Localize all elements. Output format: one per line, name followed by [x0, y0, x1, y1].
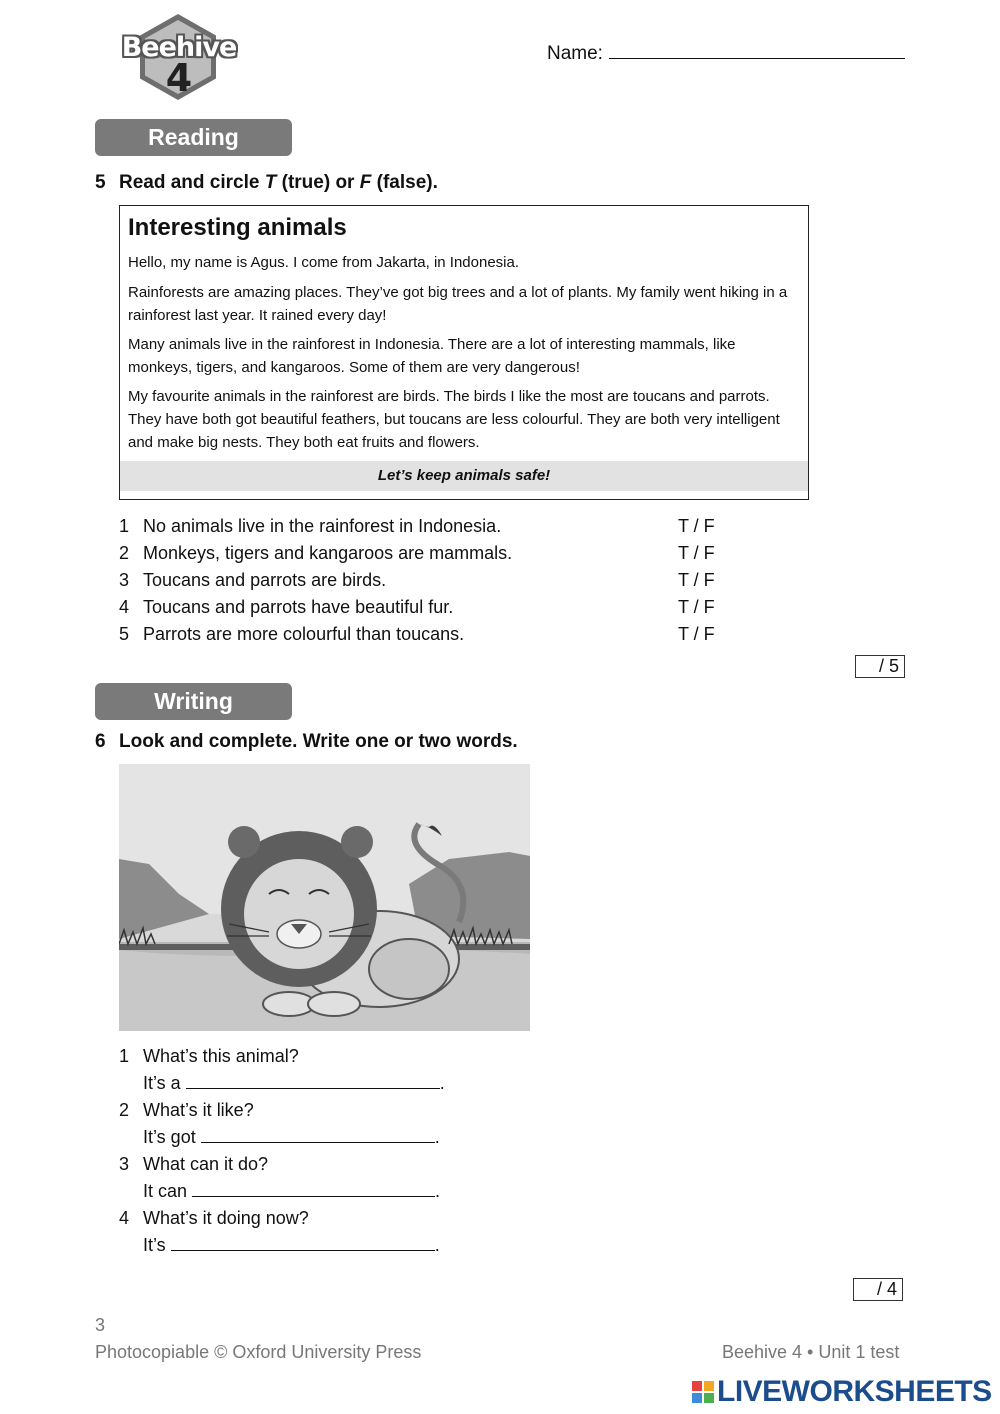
true-false-choice[interactable]: T / F	[678, 624, 715, 644]
reading-paragraph: Rainforests are amazing places. They’ve got big trees and a lot of plants. My family went hiking in a rainforest last year. It rained every day!	[128, 284, 788, 324]
reading-text-box	[119, 205, 809, 500]
statement-row: 4 Toucans and parrots have beautiful fur. T / F	[119, 597, 715, 617]
name-blank[interactable]	[609, 42, 905, 59]
statement-row: 5 Parrots are more colourful than toucans. T / F	[119, 624, 715, 644]
reading-intro: Hello, my name is Agus. I come from Jakarta, in Indonesia.	[128, 254, 520, 271]
writing-question: 4 What’s it doing now?	[119, 1208, 309, 1228]
answer-line: It’s got .	[143, 1127, 440, 1147]
answer-blank-4[interactable]	[171, 1236, 435, 1251]
reading-score-box: / 5	[855, 655, 905, 678]
unit-label: Beehive 4 • Unit 1 test	[722, 1342, 900, 1362]
reading-paragraph: My favourite animals in the rainforest are birds. The birds I like the most are toucans and parrots. They have both got beautiful feathers, but toucans are less colourful. They are both very intelligent and make big nests. They both eat fruits and flowers.	[128, 388, 780, 451]
statement-row: 3 Toucans and parrots are birds. T / F	[119, 570, 715, 590]
reading-title: Interesting animals	[128, 214, 347, 241]
liveworksheets-watermark: LIVEWORKSHEETS	[692, 1375, 992, 1409]
answer-line: It’s .	[143, 1235, 440, 1255]
answer-blank-1[interactable]	[186, 1074, 440, 1089]
writing-question: 3 What can it do?	[119, 1154, 269, 1174]
answer-line: It can .	[143, 1181, 441, 1201]
answer-line: It’s a .	[143, 1073, 445, 1093]
true-false-choice[interactable]: T / F	[678, 543, 715, 563]
liveworksheets-logo-icon	[692, 1381, 714, 1403]
beehive-logo: Beehive 4	[112, 12, 246, 104]
statement-row: 2 Monkeys, tigers and kangaroos are mammals. T / F	[119, 543, 715, 563]
writing-section-tab: Writing	[95, 683, 292, 720]
statement-row: 1 No animals live in the rainforest in Indonesia. T / F	[119, 516, 715, 536]
question-6-title: 6 Look and complete. Write one or two words.	[95, 731, 518, 752]
true-false-choice[interactable]: T / F	[678, 597, 715, 617]
question-5-title: 5 Read and circle T (true) or F (false).	[95, 172, 438, 193]
name-field[interactable]	[547, 42, 905, 65]
answer-blank-2[interactable]	[201, 1128, 435, 1143]
writing-score-box: / 4	[853, 1278, 903, 1301]
reading-section-tab: Reading	[95, 119, 292, 156]
writing-question: 1 What’s this animal?	[119, 1046, 299, 1066]
name-label: Name:	[547, 43, 603, 64]
page-number: 3	[95, 1315, 106, 1335]
copyright: Photocopiable © Oxford University Press	[95, 1342, 422, 1362]
reading-paragraph: Many animals live in the rainforest in Indonesia. There are a lot of interesting mammals, like monkeys, tigers, and kangaroos. Some of them are very dangerous!	[128, 336, 736, 376]
reading-banner: Let’s keep animals safe!	[120, 461, 808, 491]
lion-illustration	[119, 764, 530, 1031]
answer-blank-3[interactable]	[192, 1182, 435, 1197]
true-false-choice[interactable]: T / F	[678, 516, 715, 536]
writing-question: 2 What’s it like?	[119, 1100, 254, 1120]
true-false-choice[interactable]: T / F	[678, 570, 715, 590]
